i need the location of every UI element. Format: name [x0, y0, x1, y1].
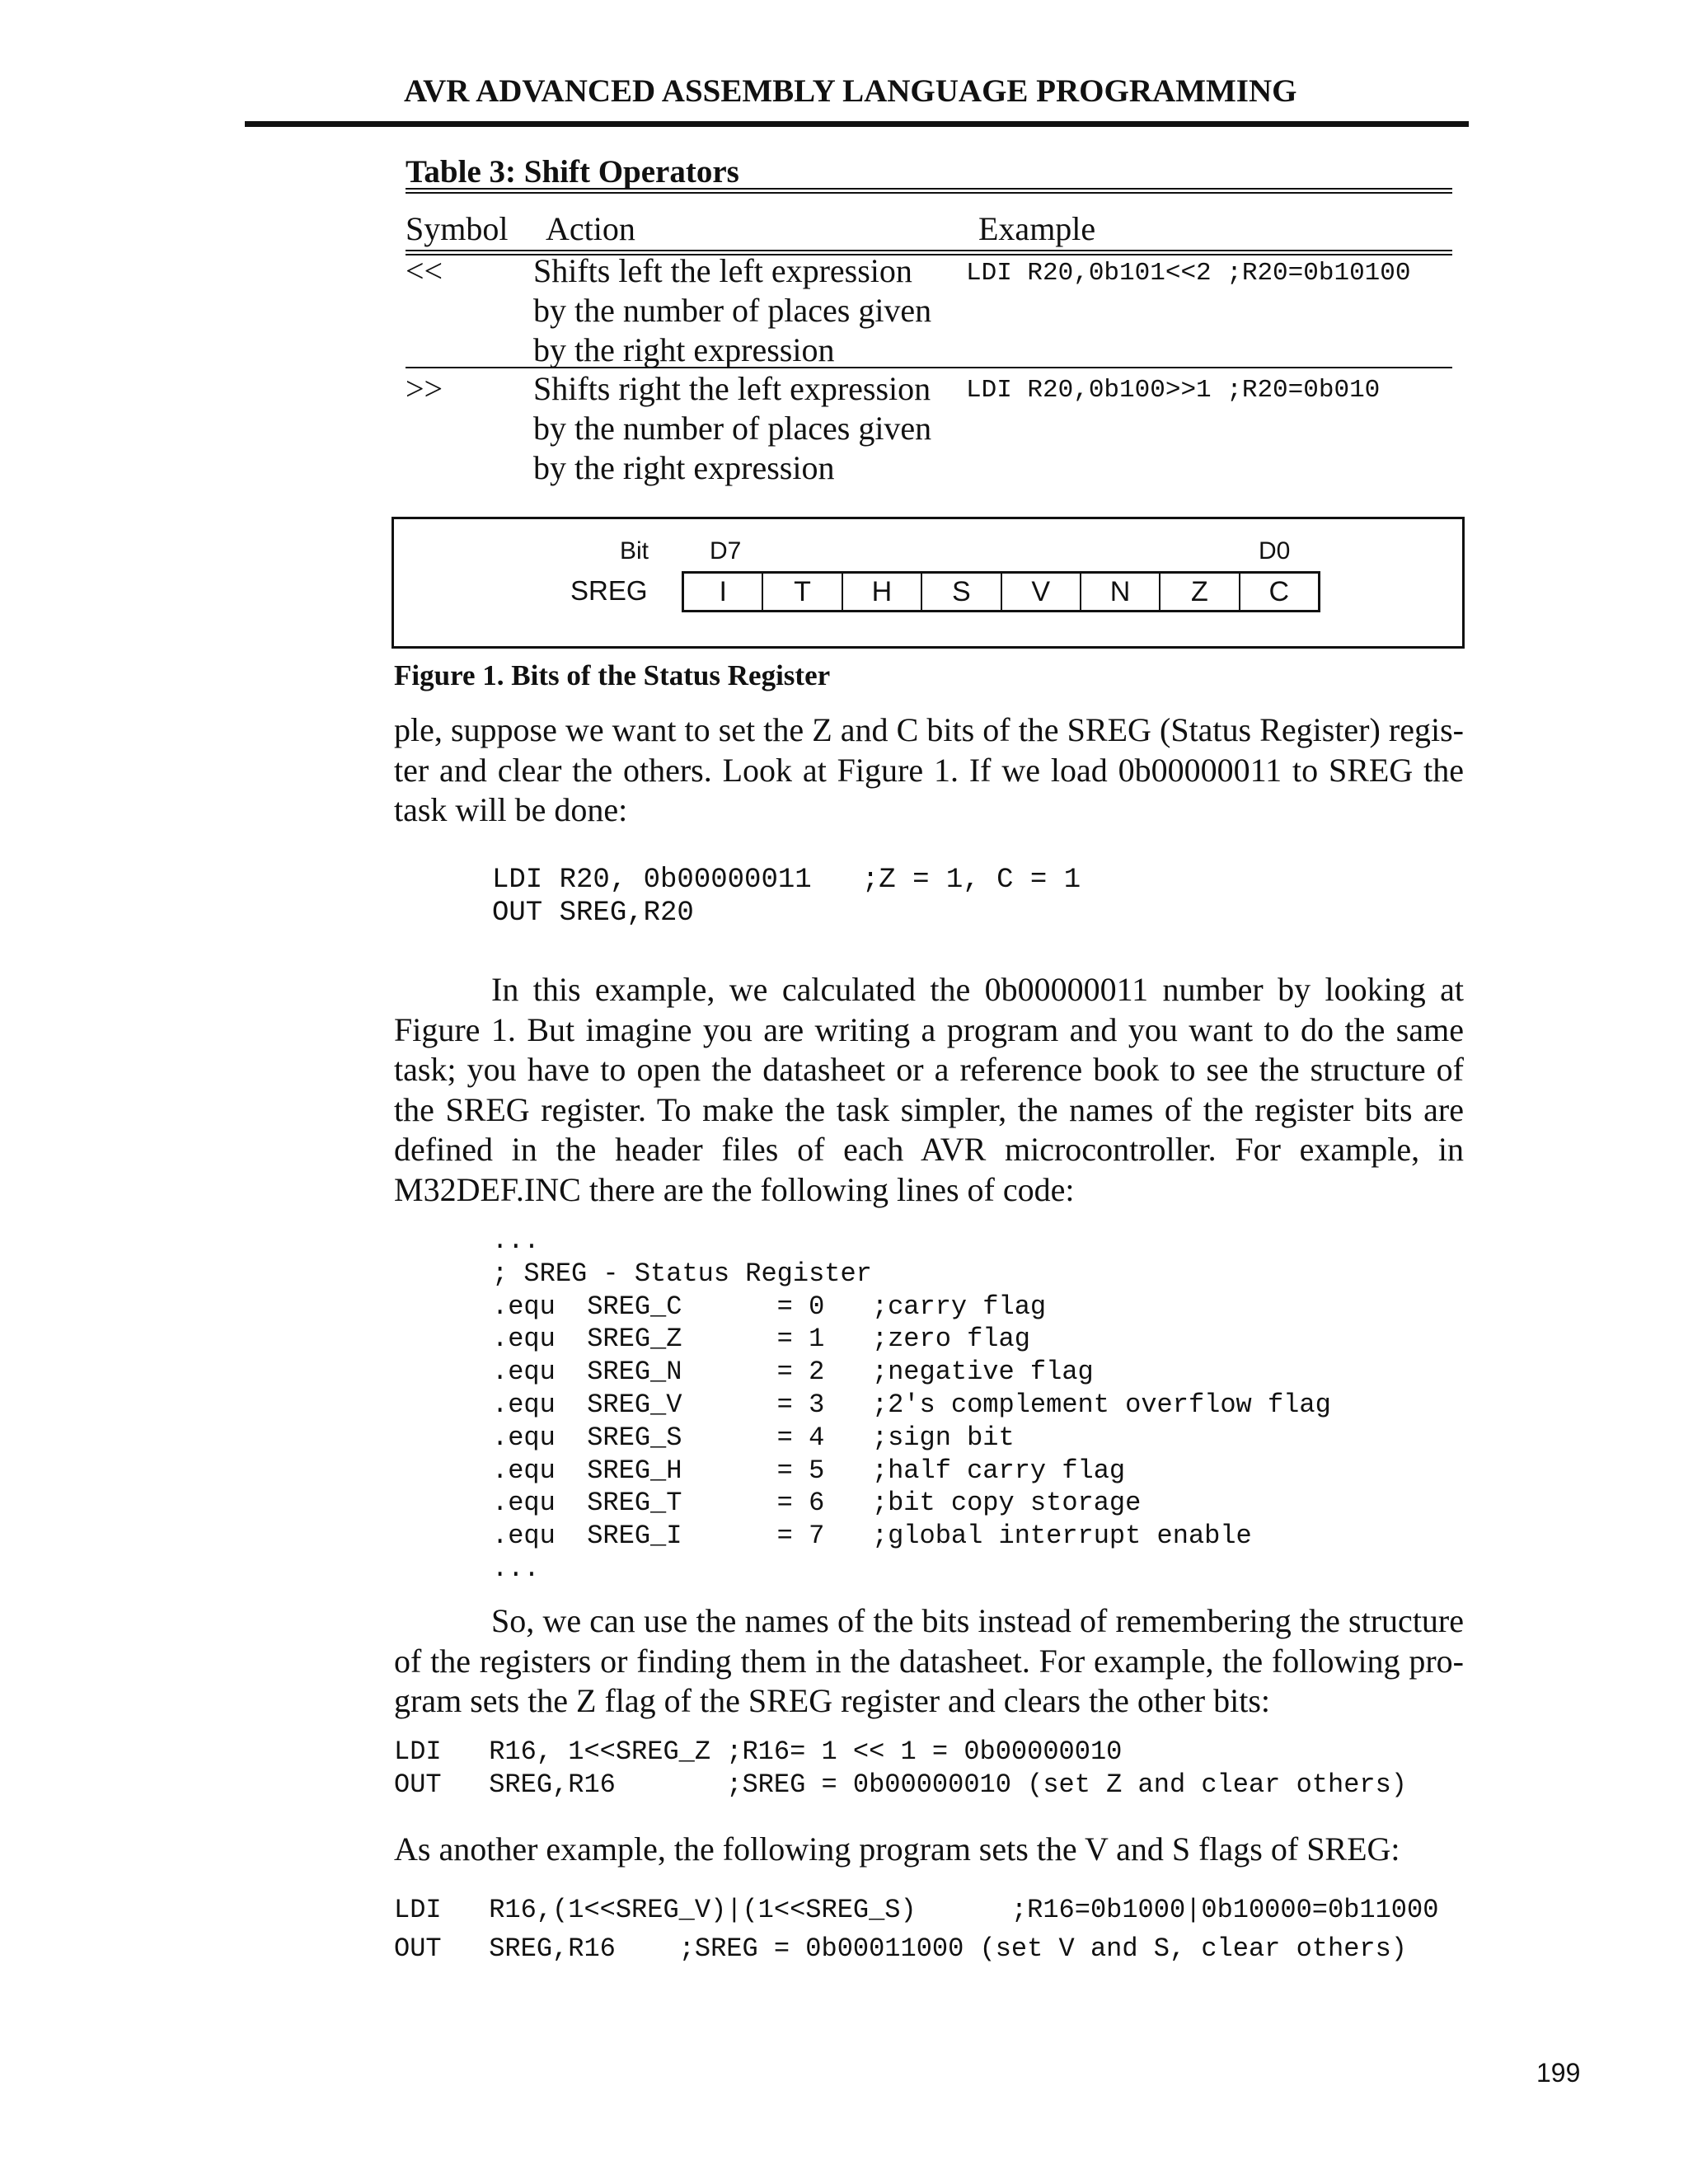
sreg-bit-cell: I — [684, 574, 763, 610]
sreg-bit-cell: S — [922, 574, 1001, 610]
page-number: 199 — [1536, 2058, 1581, 2088]
column-header-example: Example — [978, 210, 1096, 247]
sreg-label: SREG — [570, 575, 648, 606]
msb-label: D7 — [710, 537, 742, 565]
sreg-bit-cell: V — [1002, 574, 1081, 610]
code-block-m32def-sreg: ... ; SREG - Status Register .equ SREG_C = 0 ;carry flag .equ SREG_Z = 1 ;zero flag .equ SREG_N = 2 ;negative flag .equ SREG_V = 3 ;2's complement overflow flag .equ SREG_S = 4 ;sign bit .equ SREG_H = 5 ;half carry flag .equ SREG_T = 6 ;bit copy storage .equ SREG_I = 7 ;global interrupt enable ... — [492, 1226, 1331, 1584]
header-rule — [245, 121, 1469, 127]
table-row-2-action-line: Shifts right the left expression — [533, 370, 931, 407]
table-top-rule — [406, 188, 1452, 190]
table-row-1-symbol: << — [406, 252, 443, 289]
sreg-bit-cell: H — [843, 574, 922, 610]
paragraph: As another example, the following program sets the V and S flags of SREG: — [394, 1830, 1400, 1868]
table-row-1-action-line: Shifts left the left expression — [533, 252, 912, 289]
table-header-row — [406, 209, 1452, 251]
sreg-bit-cell: C — [1268, 575, 1290, 607]
sreg-bit-cells — [682, 571, 1320, 612]
code-block-load-sreg: LDI R20, 0b00000011 ;Z = 1, C = 1 OUT SREG,R20 — [492, 865, 1081, 929]
column-header-action: Action — [546, 210, 635, 247]
figure-caption: Figure 1. Bits of the Status Register — [394, 659, 831, 691]
code-block-set-z-flag: LDI R16, 1<<SREG_Z ;R16= 1 << 1 = 0b00000010 OUT SREG,R16 ;SREG = 0b00000010 (set Z and clear others) — [394, 1736, 1407, 1800]
table-row-2-action-line: by the number of places given — [533, 410, 932, 447]
table-top-rule-inner — [406, 192, 1452, 194]
sreg-bit-cell: T — [763, 574, 842, 610]
sreg-bit-cell: N — [1081, 574, 1160, 610]
table-caption: Table 3: Shift Operators — [406, 154, 739, 190]
table-row-1-example: LDI R20,0b101<<2 ;R20=0b10100 — [966, 259, 1411, 288]
table-row-separator — [406, 367, 1452, 368]
table-row-1-action-line: by the number of places given — [533, 292, 932, 329]
table-row-2-example: LDI R20,0b100>>1 ;R20=0b010 — [966, 376, 1381, 405]
column-header-symbol: Symbol — [406, 210, 509, 247]
table-row-2-symbol: >> — [406, 370, 443, 407]
lsb-label: D0 — [1259, 537, 1291, 565]
paragraph: ple, suppose we want to set the Z and C bits of the SREG (Status Register) regis-ter and clear the others. Look at Figure 1. If we load 0b00000011 to SREG the task will be done: — [394, 711, 1464, 828]
code-line-set-v-s-flags: LDI R16,(1<<SREG_V)|(1<<SREG_S) ;R16=0b1000|0b10000=0b11000 — [394, 1895, 1439, 1925]
code-line-out-sreg: OUT SREG,R16 ;SREG = 0b00011000 (set V and S, clear others) — [394, 1933, 1407, 1964]
sreg-bit-cell: Z — [1160, 574, 1240, 610]
paragraph: So, we can use the names of the bits instead of remembering the structure of the registers or finding them in the datasheet. For example, the following pro-gram sets the Z flag of the SREG register and clears the other bits: — [394, 1602, 1464, 1719]
table-row-1-action-line: by the right expression — [533, 331, 835, 368]
paragraph: In this example, we calculated the 0b00000011 number by looking at Figure 1. But imagine you are writing a program and you want to do the same task; you have to open the datasheet or a reference book to see the structure of the SREG register. To make the task simpler, the names of the register bits are defined in the header files of each AVR microcontroller. For example, in M32DEF.INC there are the following lines of code: — [394, 971, 1464, 1208]
running-header-title: AVR ADVANCED ASSEMBLY LANGUAGE PROGRAMMING — [404, 73, 1297, 109]
bit-label: Bit — [620, 537, 649, 565]
table-row-2-action-line: by the right expression — [533, 449, 835, 486]
